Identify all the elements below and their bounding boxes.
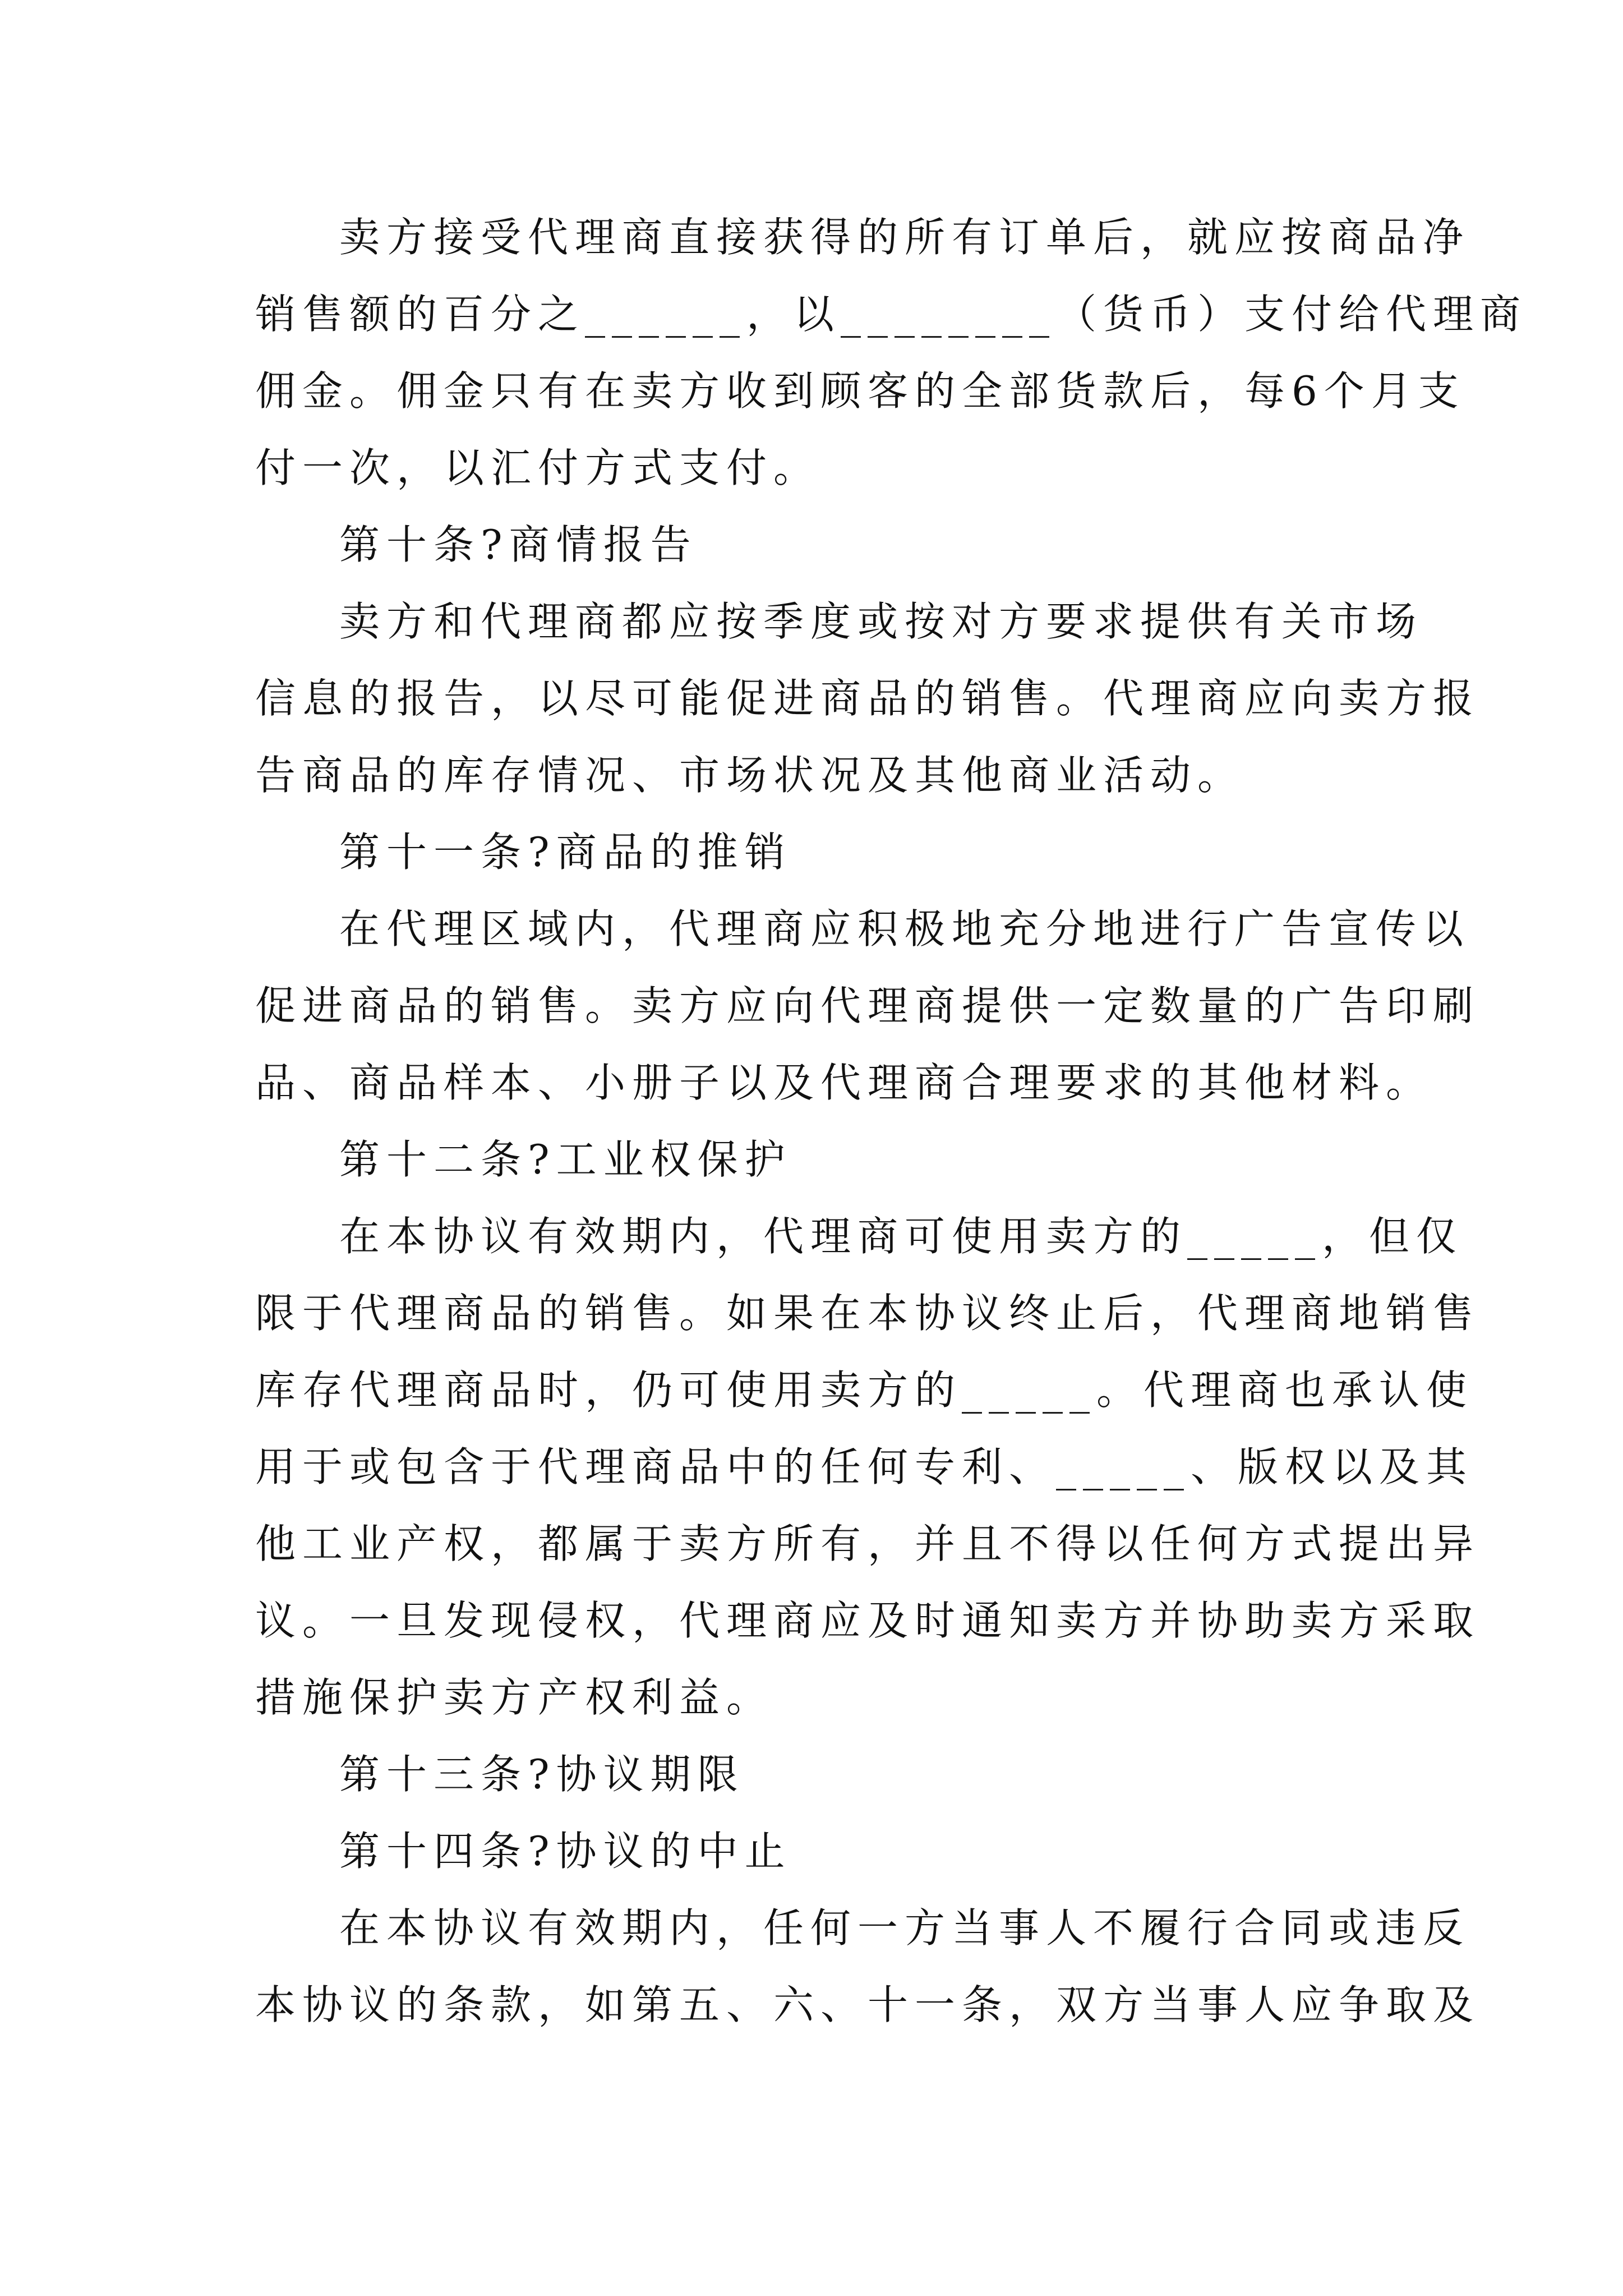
text-line-15: 限于代理商品的销售。如果在本协议终止后，代理商地销售 [255,1290,1481,1337]
text-line-3: 佣金。佣金只有在卖方收到顾客的全部货款后，每6个月支 [255,367,1465,415]
text-line-4: 付一次，以汇付方式支付。 [255,444,821,491]
text-line-24: 本协议的条款，如第五、六、十一条，双方当事人应争取及 [255,1981,1481,2028]
text-line-14: 在本协议有效期内，代理商可使用卖方的_____，但仅 [339,1213,1464,1260]
text-line-18: 他工业产权，都属于卖方所有，并且不得以任何方式提出异 [255,1520,1481,1567]
section-heading-10: 第十条?商情报告 [339,521,698,568]
document-body [255,199,1528,2044]
section-heading-14: 第十四条?协议的中止 [339,1828,792,1875]
text-line-19: 议。一旦发现侵权，代理商应及时通知卖方并协助卖方采取 [255,1597,1481,1644]
text-line-8: 告商品的库存情况、市场状况及其他商业活动。 [255,752,1245,799]
text-line-2: 销售额的百分之______，以________（货币）支付给代理商 [255,291,1528,338]
text-line-16: 库存代理商品时，仍可使用卖方的_____。代理商也承认使 [255,1366,1474,1414]
section-heading-12: 第十二条?工业权保护 [339,1136,792,1183]
text-line-12: 品、商品样本、小册子以及代理商合理要求的其他材料。 [255,1059,1433,1106]
text-line-17: 用于或包含于代理商品中的任何专利、_____、版权以及其 [255,1443,1474,1490]
text-line-11: 促进商品的销售。卖方应向代理商提供一定数量的广告印刷 [255,982,1481,1029]
section-heading-13: 第十三条?协议期限 [339,1751,745,1798]
text-line-7: 信息的报告，以尽可能促进商品的销售。代理商应向卖方报 [255,675,1481,722]
section-heading-11: 第十一条?商品的推销 [339,829,792,876]
text-line-10: 在代理区域内，代理商应积极地充分地进行广告宣传以 [339,905,1470,953]
text-line-20: 措施保护卖方产权利益。 [255,1674,774,1721]
text-line-1: 卖方接受代理商直接获得的所有订单后，就应按商品净 [339,214,1470,261]
text-line-6: 卖方和代理商都应按季度或按对方要求提供有关市场 [339,598,1423,645]
text-line-23: 在本协议有效期内，任何一方当事人不履行合同或违反 [339,1904,1470,1952]
